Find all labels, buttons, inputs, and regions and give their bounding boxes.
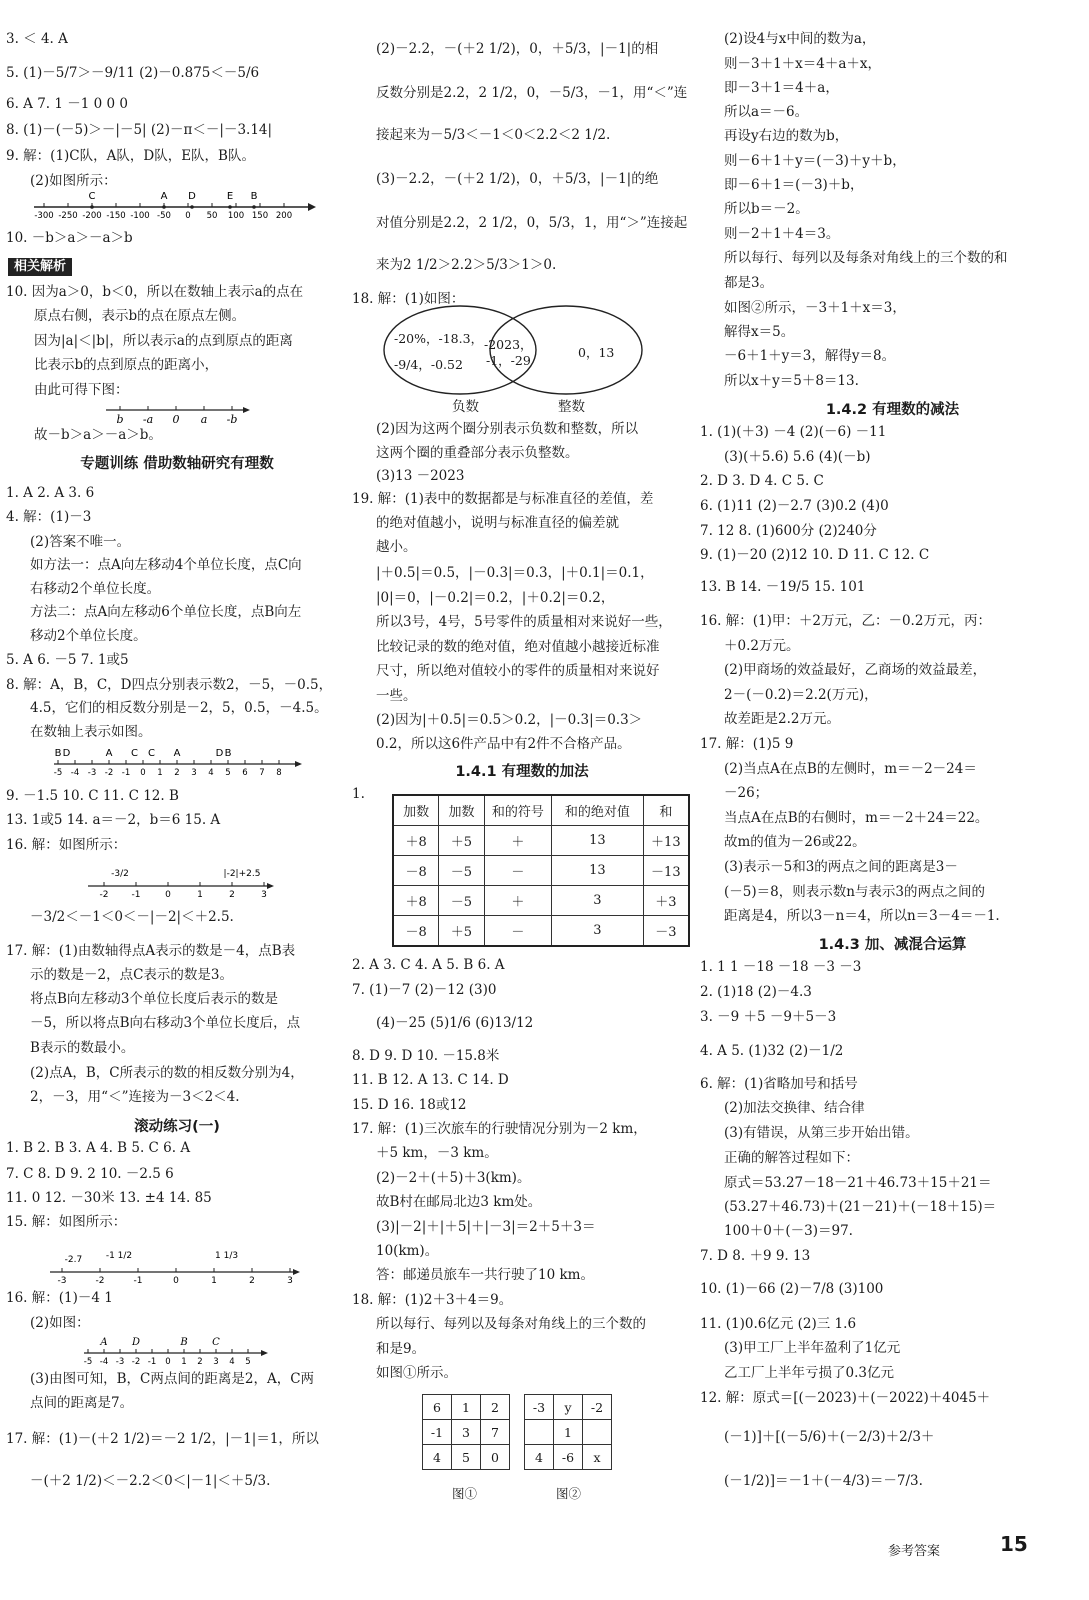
axis-tick-label: 0 bbox=[185, 211, 191, 221]
answer-line: ＋5 km，－3 km。 bbox=[376, 1145, 498, 1161]
number-line-q9 bbox=[30, 190, 320, 224]
answer-line: 所以每行、每列以及每条对角线上的三个数的 bbox=[376, 1316, 646, 1332]
answer-line: (2)甲商场的效益最好，乙商场的效益最差， bbox=[724, 662, 987, 678]
answer-line: 2－(－0.2)＝2.2(万元)， bbox=[724, 687, 878, 703]
axis-tick-label: 0 bbox=[165, 890, 171, 900]
axis-tick-label: -2 bbox=[131, 1357, 141, 1367]
answer-line: (2)因为|＋0.5|＝0.5＞0.2，|－0.3|＝0.3＞ bbox=[376, 712, 643, 728]
answer-line: 和是9。 bbox=[376, 1341, 426, 1357]
axis-point-label: A bbox=[173, 748, 181, 759]
table-header: 加数 bbox=[393, 795, 439, 826]
answer-line: 12. 解：原式＝[(－2023)＋(－2022)＋4045＋ bbox=[700, 1390, 991, 1406]
answer-line: 16. 解：(1)甲：＋2万元，乙：－0.2万元，丙： bbox=[700, 613, 991, 629]
axis-point-label: B bbox=[250, 191, 258, 202]
venn-right-label: 整数 bbox=[558, 399, 585, 415]
axis-point-label: C bbox=[212, 1337, 220, 1348]
venn-overlap-item: -2023， bbox=[484, 337, 533, 352]
grid-cell: 4 bbox=[423, 1445, 452, 1470]
answer-line: －26； bbox=[724, 785, 769, 801]
venn-left-item: -20%，-18.3， bbox=[394, 331, 484, 346]
axis-tick-label: 5 bbox=[225, 768, 231, 778]
axis-tick-label: -2 bbox=[99, 890, 109, 900]
table-row bbox=[393, 856, 689, 886]
answer-line: (4)－25 (5)1/6 (6)13/12 bbox=[376, 1015, 534, 1031]
analysis-line: 10. 因为a＞0，b＜0，所以在数轴上表示a的点在 bbox=[6, 284, 304, 300]
answer-line: －(＋2 1/2)＜－2.2＜0＜|－1|＜＋5/3. bbox=[30, 1473, 271, 1489]
answer-line: 1. A 2. A 3. 6 bbox=[6, 485, 95, 501]
answer-line: 接起来为－5/3＜－1＜0＜2.2＜2 1/2. bbox=[376, 127, 611, 143]
answer-line: (3)有错误，从第三步开始出错。 bbox=[724, 1125, 919, 1141]
answer-line: (2)当点A在点B的左侧时，m＝－2－24＝ bbox=[724, 761, 977, 777]
axis-tick-label: 4 bbox=[208, 768, 214, 778]
answer-line: 13. 1或5 14. a＝－2，b＝6 15. A bbox=[6, 812, 221, 828]
number-line-q8 bbox=[50, 746, 310, 782]
axis-tick-label: -2 bbox=[104, 768, 114, 778]
grid-cell: -1 bbox=[423, 1420, 452, 1445]
answer-line: 点间的距离是7。 bbox=[30, 1395, 134, 1411]
table-header: 和的绝对值 bbox=[552, 795, 644, 826]
axis-point-label: -2.7 bbox=[64, 1255, 83, 1265]
answer-line: |0|＝0，|－0.2|＝0.2，|＋0.2|＝0.2， bbox=[376, 590, 615, 606]
answer-line: (2)点A，B，C所表示的数的相反数分别为4， bbox=[30, 1065, 304, 1081]
axis-tick-label: -300 bbox=[34, 211, 54, 221]
axis-tick-label: -1 bbox=[131, 890, 141, 900]
answer-line: 16. 解：如图所示： bbox=[6, 837, 127, 853]
axis-point-label: A bbox=[160, 191, 168, 202]
answer-line: 则－6＋1＋y＝(－3)＋y＋b， bbox=[724, 153, 906, 169]
axis-point-label: E bbox=[226, 191, 234, 202]
answer-line: 移动2个单位长度。 bbox=[30, 628, 147, 644]
analysis-line: 故－b＞a＞－a＞b。 bbox=[34, 427, 162, 443]
magic-square-2 bbox=[524, 1394, 612, 1470]
answer-line: 解得x＝5。 bbox=[724, 324, 795, 340]
answer-line: 13. B 14. －19/5 15. 101 bbox=[700, 579, 866, 595]
answer-line: (2)加法交换律、结合律 bbox=[724, 1100, 865, 1116]
answer-line: 11. B 12. A 13. C 14. D bbox=[352, 1072, 509, 1088]
answer-line: 示的数是－2，点C表示的数是3。 bbox=[30, 967, 234, 983]
axis-tick-label: -5 bbox=[53, 768, 63, 778]
axis-tick-label: 2 bbox=[229, 890, 235, 900]
venn-overlap-item: -1，-29 bbox=[486, 353, 531, 368]
answer-line: 2，－3，用“＜”连接为－3＜2＜4. bbox=[30, 1089, 240, 1105]
answer-line: 当点A在点B的右侧时，m＝－2＋24＝22。 bbox=[724, 810, 989, 826]
axis-tick-label: 0 bbox=[173, 1276, 179, 1286]
answer-line: 18. 解：(1)2＋3＋4＝9。 bbox=[352, 1292, 513, 1308]
answer-line: 故差距是2.2万元。 bbox=[724, 711, 840, 727]
axis-tick-label: 2 bbox=[249, 1276, 255, 1286]
axis-point-label: A bbox=[105, 748, 113, 759]
axis-point-label: D bbox=[215, 748, 224, 759]
answer-line: 3. －9 ＋5 －9＋5－3 bbox=[700, 1009, 837, 1025]
answer-line: (2)设4与x中间的数为a， bbox=[724, 31, 876, 47]
grid-cell: 4 bbox=[525, 1445, 554, 1470]
answer-line: 故B村在邮局北边3 km处。 bbox=[376, 1194, 542, 1210]
axis-tick-label: -4 bbox=[70, 768, 80, 778]
table-cell: － bbox=[484, 916, 551, 947]
axis-tick-label: -4 bbox=[99, 1357, 109, 1367]
answer-line: 5. A 6. －5 7. 1或5 bbox=[6, 652, 129, 668]
axis-tick-label: -1 bbox=[147, 1357, 157, 1367]
table-cell: ＋5 bbox=[439, 916, 484, 947]
answer-line: (3)(＋5.6) 5.6 (4)(－b) bbox=[724, 449, 871, 465]
number-line-q16b bbox=[80, 1335, 280, 1371]
answer-line: 所以a＝－6。 bbox=[724, 104, 809, 120]
section-title: 滚动练习(一) bbox=[134, 1119, 220, 1135]
axis-tick-label: -200 bbox=[82, 211, 102, 221]
axis-tick-label: 150 bbox=[251, 211, 269, 221]
grid-cell: 1 bbox=[554, 1420, 583, 1445]
axis-tick-label: 1 bbox=[211, 1276, 217, 1286]
table-cell: 3 bbox=[552, 916, 644, 947]
grid-cell: 2 bbox=[481, 1395, 510, 1420]
page-number: 15 bbox=[1000, 1532, 1028, 1556]
axis-tick-label: 50 bbox=[206, 211, 218, 221]
answer-line: (3)表示－5和3的两点之间的距离是3－ bbox=[724, 859, 958, 875]
answer-line: 6. A 7. 1 －1 0 0 0 bbox=[6, 96, 128, 112]
answer-line: 5. (1)－5/7＞－9/11 (2)－0.875＜－5/6 bbox=[6, 65, 260, 81]
answer-line: B表示的数最小。 bbox=[30, 1040, 135, 1056]
grid-cell: y bbox=[554, 1395, 583, 1420]
answer-line: 在数轴上表示如图。 bbox=[30, 724, 152, 740]
axis-tick-label: 0 bbox=[165, 1357, 171, 1367]
axis-tick-label: 1 bbox=[197, 890, 203, 900]
section-title: 1.4.1 有理数的加法 bbox=[455, 764, 589, 780]
axis-tick-label: 7 bbox=[259, 768, 265, 778]
axis-tick-label: 3 bbox=[213, 1357, 219, 1367]
axis-tick-label: 1 bbox=[181, 1357, 187, 1367]
table-cell: －3 bbox=[643, 916, 689, 947]
axis-tick-label: 100 bbox=[227, 211, 245, 221]
grid-cell: 1 bbox=[452, 1395, 481, 1420]
table-header: 加数 bbox=[439, 795, 484, 826]
number-line-q15 bbox=[46, 1238, 306, 1288]
answer-line: －3/2＜－1＜0＜－|－2|＜＋2.5. bbox=[30, 909, 234, 925]
analysis-line: 由此可得下图： bbox=[34, 382, 129, 398]
answer-line: －6＋1＋y＝3，解得y＝8。 bbox=[724, 348, 896, 364]
section-title: 专题训练 借助数轴研究有理数 bbox=[80, 456, 274, 472]
answer-line: (3)－2.2，－(＋2 1/2)，0，＋5/3，|－1|的绝 bbox=[376, 171, 659, 187]
answer-line: 1. 1 1 －18 －18 －3 －3 bbox=[700, 959, 862, 975]
answer-line: 100＋0＋(－3)＝97. bbox=[724, 1223, 853, 1239]
axis-tick-label: -5 bbox=[83, 1357, 93, 1367]
answer-line: (－5)＝8，则表示数n与表示3的两点之间的 bbox=[724, 884, 985, 900]
axis-point bbox=[252, 205, 256, 209]
magic-square-1 bbox=[422, 1394, 510, 1470]
axis-tick-label: -3 bbox=[115, 1357, 125, 1367]
grid-cell: 3 bbox=[452, 1420, 481, 1445]
table-cell: ＋5 bbox=[439, 826, 484, 856]
axis-point-label: C bbox=[88, 191, 96, 202]
axis-tick-label: 3 bbox=[261, 890, 267, 900]
answer-line: (2)因为这两个圈分别表示负数和整数，所以 bbox=[376, 421, 639, 437]
answer-line: 将点B向左移动3个单位长度后表示的数是 bbox=[30, 991, 279, 1007]
table-cell: －8 bbox=[393, 856, 439, 886]
axis-point-label: C bbox=[131, 748, 138, 759]
answer-line: 如方法一：点A向左移动4个单位长度，点C向 bbox=[30, 557, 302, 573]
answer-line: (－1/2)]＝－1＋(－4/3)＝－7/3. bbox=[724, 1473, 923, 1489]
answer-line: 2. A 3. C 4. A 5. B 6. A bbox=[352, 957, 505, 973]
answer-line: 所以b＝－2。 bbox=[724, 201, 809, 217]
grid-cell: 6 bbox=[423, 1395, 452, 1420]
analysis-line: 原点右侧，表示b的点在原点左侧。 bbox=[34, 308, 246, 324]
answer-line: 方法二：点A向左移动6个单位长度，点B向左 bbox=[30, 604, 302, 620]
answer-line: (3)|－2|＋|＋5|＋|－3|＝2＋5＋3＝ bbox=[376, 1219, 596, 1235]
addition-table bbox=[392, 794, 690, 947]
answer-line: 9. －1.5 10. C 11. C 12. B bbox=[6, 788, 179, 804]
answer-line: 尺寸，所以绝对值较小的零件的质量相对来说好 bbox=[376, 663, 660, 679]
answer-line: 10. (1)－66 (2)－7/8 (3)100 bbox=[700, 1281, 884, 1297]
answer-line: (3)甲工厂上半年盈利了1亿元 bbox=[724, 1340, 901, 1356]
table-cell: －8 bbox=[393, 916, 439, 947]
table-cell: － bbox=[484, 856, 551, 886]
axis-tick-label: 5 bbox=[245, 1357, 251, 1367]
answer-line: 来为2 1/2＞2.2＞5/3＞1＞0. bbox=[376, 257, 557, 273]
grid-cell bbox=[583, 1420, 612, 1445]
axis-tick-label: -1 bbox=[121, 768, 131, 778]
axis-tick-label: -2 bbox=[95, 1276, 105, 1286]
axis-point-label: A bbox=[100, 1337, 108, 1348]
table-cell: ＋3 bbox=[643, 886, 689, 916]
table-cell: ＋8 bbox=[393, 886, 439, 916]
section-title: 1.4.2 有理数的减法 bbox=[825, 402, 960, 418]
axis-tick-label: 3 bbox=[191, 768, 197, 778]
answer-line: |＋0.5|＝0.5，|－0.3|＝0.3，|＋0.1|＝0.1， bbox=[376, 565, 654, 581]
number-line-q16 bbox=[84, 858, 284, 902]
answer-line: 7. (1)－7 (2)－12 (3)0 bbox=[352, 982, 497, 998]
answer-line: 16. 解：(1)－4 1 bbox=[6, 1290, 113, 1306]
answer-line: 如图②所示，－3＋1＋x＝3， bbox=[724, 300, 906, 316]
axis-tick-label: 0 bbox=[172, 413, 180, 426]
answer-line: 17. 解：(1)由数轴得点A表示的数是－4，点B表 bbox=[6, 943, 296, 959]
axis-point-label: D bbox=[131, 1337, 141, 1348]
answer-line: ＋0.2万元。 bbox=[724, 638, 800, 654]
table-row bbox=[393, 826, 689, 856]
answer-line: 故m的值为－26或22。 bbox=[724, 834, 866, 850]
axis-point-label: D bbox=[188, 191, 196, 202]
answer-line: 即－6＋1＝(－3)＋b， bbox=[724, 177, 864, 193]
answer-line: 7. 12 8. (1)600分 (2)240分 bbox=[700, 523, 877, 539]
table-cell: －5 bbox=[439, 886, 484, 916]
figure-caption: 图① bbox=[452, 1486, 478, 1501]
axis-tick-label: -3 bbox=[87, 768, 97, 778]
answer-line: 1. (1)(＋3) －4 (2)(－6) －11 bbox=[700, 424, 887, 440]
axis-point-label: -1 1/2 bbox=[105, 1251, 133, 1261]
answer-line: 8. (1)－(－5)＞－|－5| (2)－π＜－|－3.14| bbox=[6, 122, 273, 138]
axis-point-label: B bbox=[54, 748, 62, 759]
axis-tick-label: 4 bbox=[229, 1357, 235, 1367]
axis-tick-label: 2 bbox=[197, 1357, 203, 1367]
axis-point bbox=[190, 205, 194, 209]
axis-tick-label: 8 bbox=[276, 768, 282, 778]
analysis-line: 比表示b的点到原点的距离小， bbox=[34, 357, 219, 373]
axis-tick-label: 200 bbox=[275, 211, 293, 221]
axis-tick-label: 1 bbox=[157, 768, 163, 778]
section-title: 1.4.3 加、减混合运算 bbox=[818, 937, 967, 953]
answer-line: 右移动2个单位长度。 bbox=[30, 581, 161, 597]
answer-line: 7. C 8. D 9. 2 10. －2.5 6 bbox=[6, 1166, 174, 1182]
answer-line: 一些。 bbox=[376, 688, 417, 704]
answer-line: 4.5，它们的相反数分别是－2，5，0.5，－4.5。 bbox=[30, 700, 328, 716]
axis-tick-label: -250 bbox=[58, 211, 78, 221]
answer-line: 的绝对值越小，说明与标准直径的偏差就 bbox=[376, 515, 619, 531]
answer-line: 7. D 8. ＋9 9. 13 bbox=[700, 1248, 811, 1264]
answer-line: (2)如图： bbox=[30, 1315, 90, 1331]
analysis-tag: 相关解析 bbox=[8, 258, 72, 276]
figure-caption: 图② bbox=[556, 1486, 582, 1501]
answer-line: 所以每行、每列以及每条对角线上的三个数的和 bbox=[724, 250, 1008, 266]
axis-tick-label: 2 bbox=[174, 768, 180, 778]
axis-tick-label: 3 bbox=[287, 1276, 293, 1286]
table-cell: ＋8 bbox=[393, 826, 439, 856]
grid-cell: 5 bbox=[452, 1445, 481, 1470]
answer-line: 10. －b＞a＞－a＞b bbox=[6, 230, 133, 246]
answer-line: 19. 解：(1)表中的数据都是与标准直径的差值，差 bbox=[352, 491, 654, 507]
axis-point-label: B bbox=[180, 1337, 188, 1348]
answer-line: 2. (1)18 (2)－4.3 bbox=[700, 984, 812, 1000]
answer-line: 15. 解：如图所示： bbox=[6, 1214, 127, 1230]
axis-tick-label: -3 bbox=[57, 1276, 67, 1286]
answer-line: 6. (1)11 (2)－2.7 (3)0.2 (4)0 bbox=[700, 498, 889, 514]
axis-tick-label: 0 bbox=[140, 768, 146, 778]
answer-line: 1. B 2. B 3. A 4. B 5. C 6. A bbox=[6, 1140, 191, 1156]
analysis-line: 因为|a|＜|b|，所以表示a的点到原点的距离 bbox=[34, 333, 293, 349]
grid-cell: -3 bbox=[525, 1395, 554, 1420]
axis-tick-label: -150 bbox=[106, 211, 126, 221]
answer-line: 对值分别是2.2，2 1/2，0，5/3，1，用“＞”连接起 bbox=[376, 215, 688, 231]
axis-tick-label: -50 bbox=[157, 211, 171, 221]
answer-line: (2)－2.2，－(＋2 1/2)，0，＋5/3，|－1|的相 bbox=[376, 41, 659, 57]
answer-line: 则－3＋1＋x＝4＋a＋x， bbox=[724, 56, 882, 72]
axis-point bbox=[162, 205, 166, 209]
table-cell: －13 bbox=[643, 856, 689, 886]
grid-cell: 0 bbox=[481, 1445, 510, 1470]
answer-line: 则－2＋1＋4＝3。 bbox=[724, 226, 840, 242]
axis-tick-label: 6 bbox=[242, 768, 248, 778]
table-cell: 3 bbox=[552, 886, 644, 916]
answer-line: 17. 解：(1)－(＋2 1/2)＝－2 1/2，|－1|＝1，所以 bbox=[6, 1431, 319, 1447]
answer-line: 0.2，所以这6件产品中有2件不合格产品。 bbox=[376, 736, 631, 752]
table-cell: 13 bbox=[552, 856, 644, 886]
axis-point-label: |-2|+2.5 bbox=[223, 869, 261, 879]
answer-line: 3. ＜ 4. A bbox=[6, 31, 68, 47]
answer-line: 所以x＋y＝5＋8＝13. bbox=[724, 373, 859, 389]
axis-point bbox=[90, 205, 94, 209]
answer-line: 18. 解：(1)如图： bbox=[352, 291, 465, 307]
answer-line: (53.27＋46.73)＋(21－21)＋(－18＋15)＝ bbox=[724, 1199, 997, 1215]
answer-line: (2)－2＋(＋5)＋3(km)。 bbox=[376, 1170, 531, 1186]
answer-line: (－1)]＋[(－5/6)＋(－2/3)＋2/3＋ bbox=[724, 1429, 935, 1445]
answer-line: 17. 解：(1)5 9 bbox=[700, 736, 794, 752]
axis-point-label: D bbox=[62, 748, 71, 759]
axis-point-label: C bbox=[148, 748, 155, 759]
answer-line: 11. 0 12. －30米 13. ±4 14. 85 bbox=[6, 1190, 212, 1206]
answer-line: 4. A 5. (1)32 (2)－1/2 bbox=[700, 1043, 844, 1059]
answer-line: (3)由图可知，B，C两点间的距离是2，A，C两 bbox=[30, 1371, 315, 1387]
answer-line: 15. D 16. 18或12 bbox=[352, 1097, 467, 1113]
grid-cell: -2 bbox=[583, 1395, 612, 1420]
table-row bbox=[393, 916, 689, 947]
table-header: 和的符号 bbox=[484, 795, 551, 826]
question-number: 1. bbox=[352, 786, 365, 802]
answer-line: (2)答案不唯一。 bbox=[30, 534, 131, 550]
number-line-analysis bbox=[104, 402, 254, 428]
axis-tick-label: a bbox=[200, 413, 208, 426]
answer-line: 越小。 bbox=[376, 539, 417, 555]
answer-line: 都是3。 bbox=[724, 275, 774, 291]
answer-line: (2)如图所示： bbox=[30, 173, 117, 189]
axis-point bbox=[228, 205, 232, 209]
answer-line: 再设y右边的数为b， bbox=[724, 128, 849, 144]
grid-cell: 7 bbox=[481, 1420, 510, 1445]
answer-line: 距离是4，所以3－n＝4，所以n＝3－4＝－1. bbox=[724, 908, 1000, 924]
table-cell: ＋ bbox=[484, 886, 551, 916]
answer-line: 乙工厂上半年亏损了0.3亿元 bbox=[724, 1365, 894, 1381]
answer-line: 答：邮递员旅车一共行驶了10 km。 bbox=[376, 1267, 594, 1283]
answer-line: 9. (1)－20 (2)12 10. D 11. C 12. C bbox=[700, 547, 930, 563]
answer-line: 正确的解答过程如下： bbox=[724, 1150, 859, 1166]
table-header-row bbox=[393, 795, 689, 826]
table-cell: 13 bbox=[552, 826, 644, 856]
answer-line: 11. (1)0.6亿元 (2)三 1.6 bbox=[700, 1316, 857, 1332]
axis-tick-label: -b bbox=[226, 413, 238, 426]
answer-line: 2. D 3. D 4. C 5. C bbox=[700, 473, 824, 489]
axis-tick-label: -1 bbox=[133, 1276, 143, 1286]
venn-left-item: -9/4，-0.52 bbox=[394, 357, 463, 372]
table-header: 和 bbox=[643, 795, 689, 826]
answer-line: 如图①所示。 bbox=[376, 1365, 457, 1381]
answer-line: 所以3号，4号，5号零件的质量相对来说好一些， bbox=[376, 614, 672, 630]
axis-tick-label: -100 bbox=[130, 211, 150, 221]
answer-line: 原式＝53.27－18－21＋46.73＋15＋21＝ bbox=[724, 1175, 992, 1191]
grid-cell: x bbox=[583, 1445, 612, 1470]
grid-cell: -6 bbox=[554, 1445, 583, 1470]
answer-line: 9. 解：(1)C队，A队，D队，E队，B队。 bbox=[6, 148, 255, 164]
answer-line: 10(km)。 bbox=[376, 1243, 439, 1259]
answer-line: 17. 解：(1)三次旅车的行驶情况分别为－2 km， bbox=[352, 1121, 647, 1137]
venn-left-label: 负数 bbox=[452, 399, 479, 415]
answer-line: 4. 解：(1)－3 bbox=[6, 509, 92, 525]
answer-line: (3)13 －2023 bbox=[376, 468, 465, 484]
table-row bbox=[393, 886, 689, 916]
axis-tick-label: b bbox=[116, 413, 124, 426]
answer-line: 反数分别是2.2，2 1/2，0，－5/3，－1，用“＜”连 bbox=[376, 85, 688, 101]
answer-line: 8. 解：A，B，C，D四点分别表示数2，－5，－0.5， bbox=[6, 677, 333, 693]
table-cell: ＋13 bbox=[643, 826, 689, 856]
footer-label: 参考答案 bbox=[888, 1544, 941, 1559]
table-cell: ＋ bbox=[484, 826, 551, 856]
answer-line: 这两个圈的重叠部分表示负整数。 bbox=[376, 445, 579, 461]
answer-line: 8. D 9. D 10. －15.8米 bbox=[352, 1048, 500, 1064]
venn-right-item: 0，13 bbox=[578, 345, 615, 360]
axis-point-label: 1 1/3 bbox=[215, 1251, 239, 1261]
answer-line: 比较记录的数的绝对值，绝对值越小越接近标准 bbox=[376, 639, 660, 655]
axis-point-label: -3/2 bbox=[111, 869, 129, 879]
table-cell: －5 bbox=[439, 856, 484, 886]
answer-line: 即－3＋1＝4＋a， bbox=[724, 80, 839, 96]
axis-point-label: B bbox=[224, 748, 232, 759]
answer-line: －5，所以将点B向右移动3个单位长度后，点 bbox=[30, 1015, 301, 1031]
answer-line: 6. 解：(1)省略加号和括号 bbox=[700, 1076, 858, 1092]
axis-tick-label: -a bbox=[142, 413, 154, 426]
grid-cell bbox=[525, 1420, 554, 1445]
